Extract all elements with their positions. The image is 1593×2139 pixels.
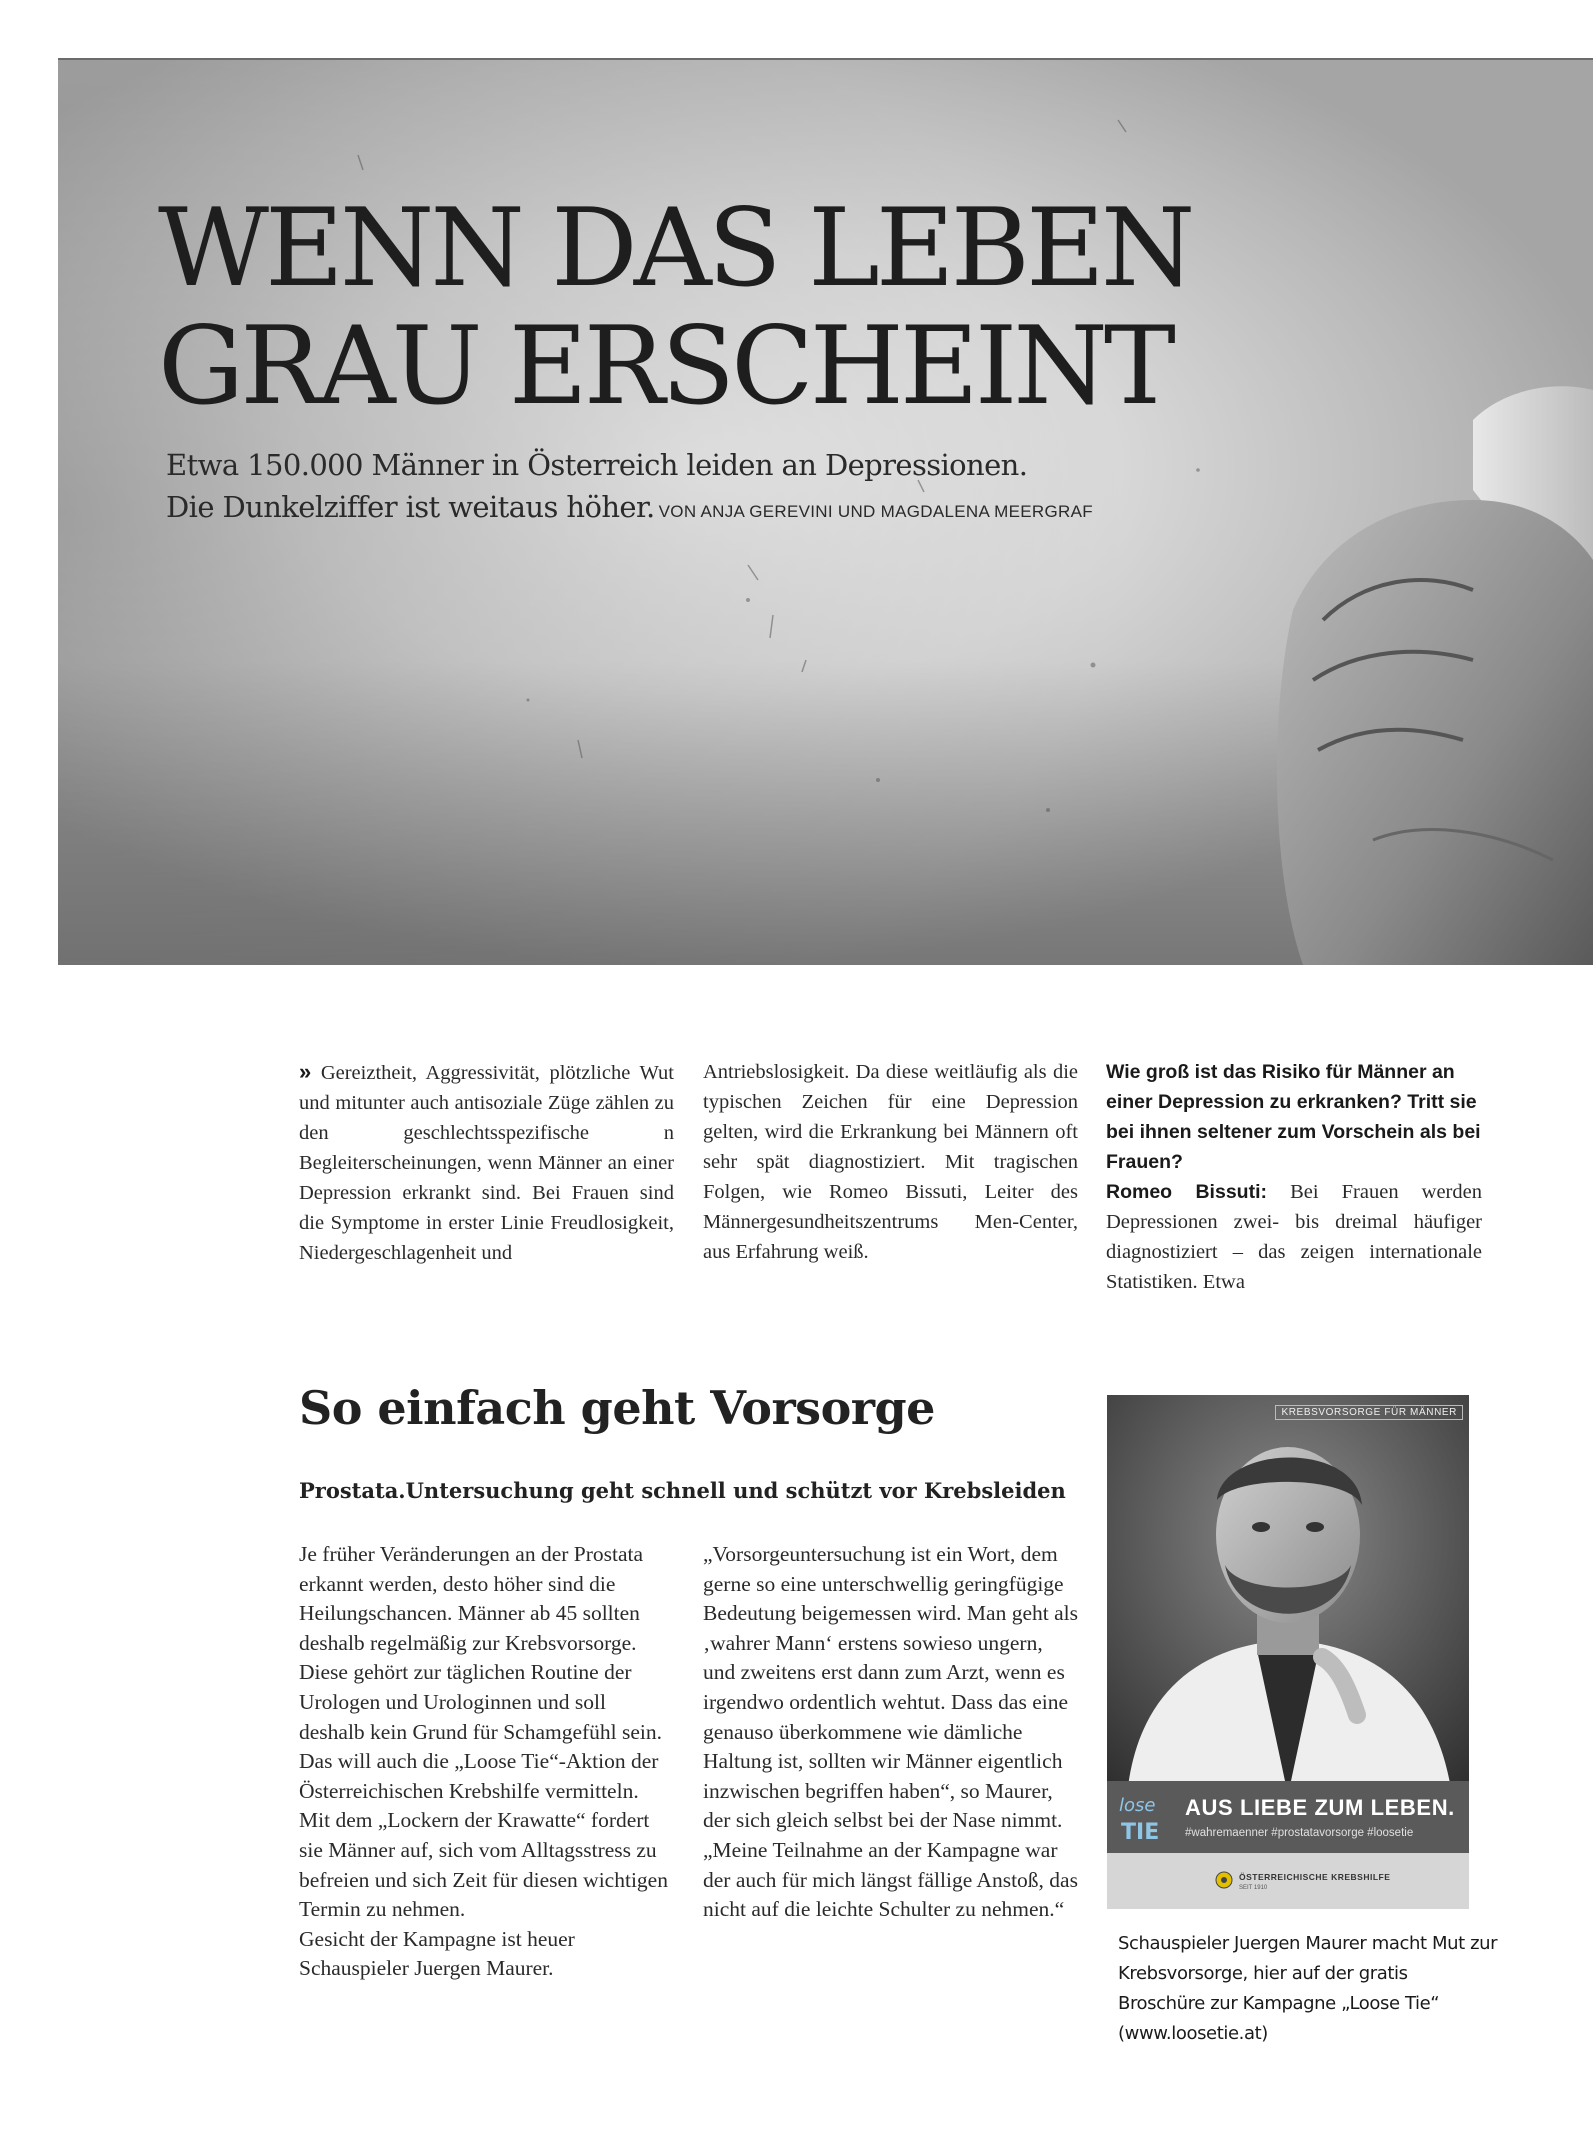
quote-mark: »	[299, 1059, 312, 1084]
headline	[158, 186, 1192, 429]
lede	[166, 444, 1093, 533]
image-caption: Schauspieler Juergen Maurer macht Mut zur Krebsvorsorge, hier auf der gratis Broschüre zur Kampagne „Loose Tie“ (www.loosetie.at)	[1118, 1933, 1498, 2044]
lede-line-1: Etwa 150.000 Männer in Österreich leiden an Depressionen.	[166, 448, 1028, 482]
brochure-hashtags: #wahremaenner #prostatavorsorge #loosetie	[1185, 1827, 1414, 1839]
lede-line-2-text: Die Dunkelziffer ist weitaus höher.	[166, 490, 655, 524]
box-col1-text: Je früher Veränderungen an der Prostata erkannt werden, desto höher sind die Heilungschancen. Männer ab 45 sollten deshalb regelmäßig zur Krebsvorsorge. Diese gehört zur täglichen Routine der Urologen und Urologinnen und soll deshalb kein Grund für Schamgefühl sein. Das will auch die „Loose Tie“-Aktion der Österreichischen Krebshilfe vermitteln. Mit dem „Lockern der Krawatte“ fordert sie Männer auf, sich vom Alltagsstress zu befreien und sich Zeit für diesen wichtigen Termin zu nehmen.	[299, 1542, 668, 1922]
lede-line-2	[166, 486, 1093, 533]
hands-illustration	[1173, 60, 1593, 965]
box-column-2	[703, 1540, 1078, 1925]
portrait-photo	[1107, 1395, 1469, 1795]
box-column-1	[299, 1540, 674, 1984]
brochure-org-since: SEIT 1910	[1239, 1885, 1268, 1891]
campaign-brochure	[1107, 1395, 1469, 1909]
box-subtitle: Prostata.Untersuchung geht schnell und schützt vor Krebsleiden	[299, 1478, 1066, 1503]
loose-tie-logo-icon	[1117, 1787, 1160, 1845]
brochure-org-name: ÖSTERREICHISCHE KREBSHILFE	[1239, 1872, 1391, 1882]
svg-text:TIE: TIE	[1121, 1820, 1160, 1845]
interview-question: Wie groß ist das Risiko für Männer an einer Depression zu erkranken? Tritt sie bei ihnen seltener zum Vorschein als bei Frauen?	[1106, 1061, 1481, 1173]
brochure-slogan: AUS LIEBE ZUM LEBEN.	[1185, 1795, 1455, 1820]
article-col2-text: Antriebslosigkeit. Da diese weitläufig als die typischen Zeichen für eine Depression gelten, wird die Erkrankung bei Männern oft sehr spät diagnostiziert. Mit tragischen Folgen, wie Romeo Bissuti, Leiter des Männergesundheitszentrums Men-Center, aus Erfahrung weiß.	[703, 1061, 1078, 1263]
svg-text:lose: lose	[1119, 1795, 1156, 1816]
byline: VON ANJA GEREVINI UND MAGDALENA MEERGRAF	[658, 502, 1093, 521]
hero-image	[58, 60, 1593, 965]
headline-line-1: WENN DAS LEBEN	[158, 186, 1192, 311]
speaker-name: Romeo Bissuti:	[1106, 1181, 1267, 1203]
headline-line-2: GRAU ERSCHEINT	[158, 304, 1172, 429]
krebshilfe-logo-icon	[1215, 1871, 1233, 1889]
article-column-1	[299, 1057, 674, 1268]
brochure-tag: KREBSVORSORGE FÜR MÄNNER	[1275, 1405, 1463, 1420]
article-col1-text: Gereiztheit, Aggressivität, plötzliche Wut und mitunter auch antisoziale Züge zählen zu den geschlechtsspezifische n Begleiterscheinungen, wenn Männer an einer Depression erkrankt sind. Bei Frauen sind die Symptome in erster Linie Freudlosigkeit, Niedergeschlagenheit und	[299, 1062, 674, 1264]
box-title: So einfach geht Vorsorge	[299, 1381, 935, 1435]
article-column-3	[1106, 1057, 1482, 1297]
box-col1-text-b: Gesicht der Kampagne ist heuer Schauspieler Juergen Maurer.	[299, 1926, 575, 1981]
box-col2-text: „Vorsorgeuntersuchung ist ein Wort, dem gerne so eine unterschwellig geringfügige Bedeutung beigemessen wird. Man geht als ‚wahrer Mann‘ erstens sowieso ungern, und zweitens erst dann zum Arzt, wenn es irgendwo ordentlich wehtut. Dass das eine genauso überkommene wie dämliche Haltung ist, sollten wir Männer eigentlich inzwischen begriffen haben“, so Maurer, der sich gleich selbst bei der Nase nimmt. „Meine Teilnahme an der Kampagne war der auch für mich längst fällige Anstoß, das nicht auf die leichte Schulter zu nehmen.“	[703, 1542, 1078, 1922]
interview-answer: Bei Frauen werden Depressionen zwei- bis dreimal häufiger diagnostiziert – das zeigen internationale Statistiken. Etwa	[1106, 1181, 1482, 1293]
article-column-2	[703, 1057, 1078, 1267]
